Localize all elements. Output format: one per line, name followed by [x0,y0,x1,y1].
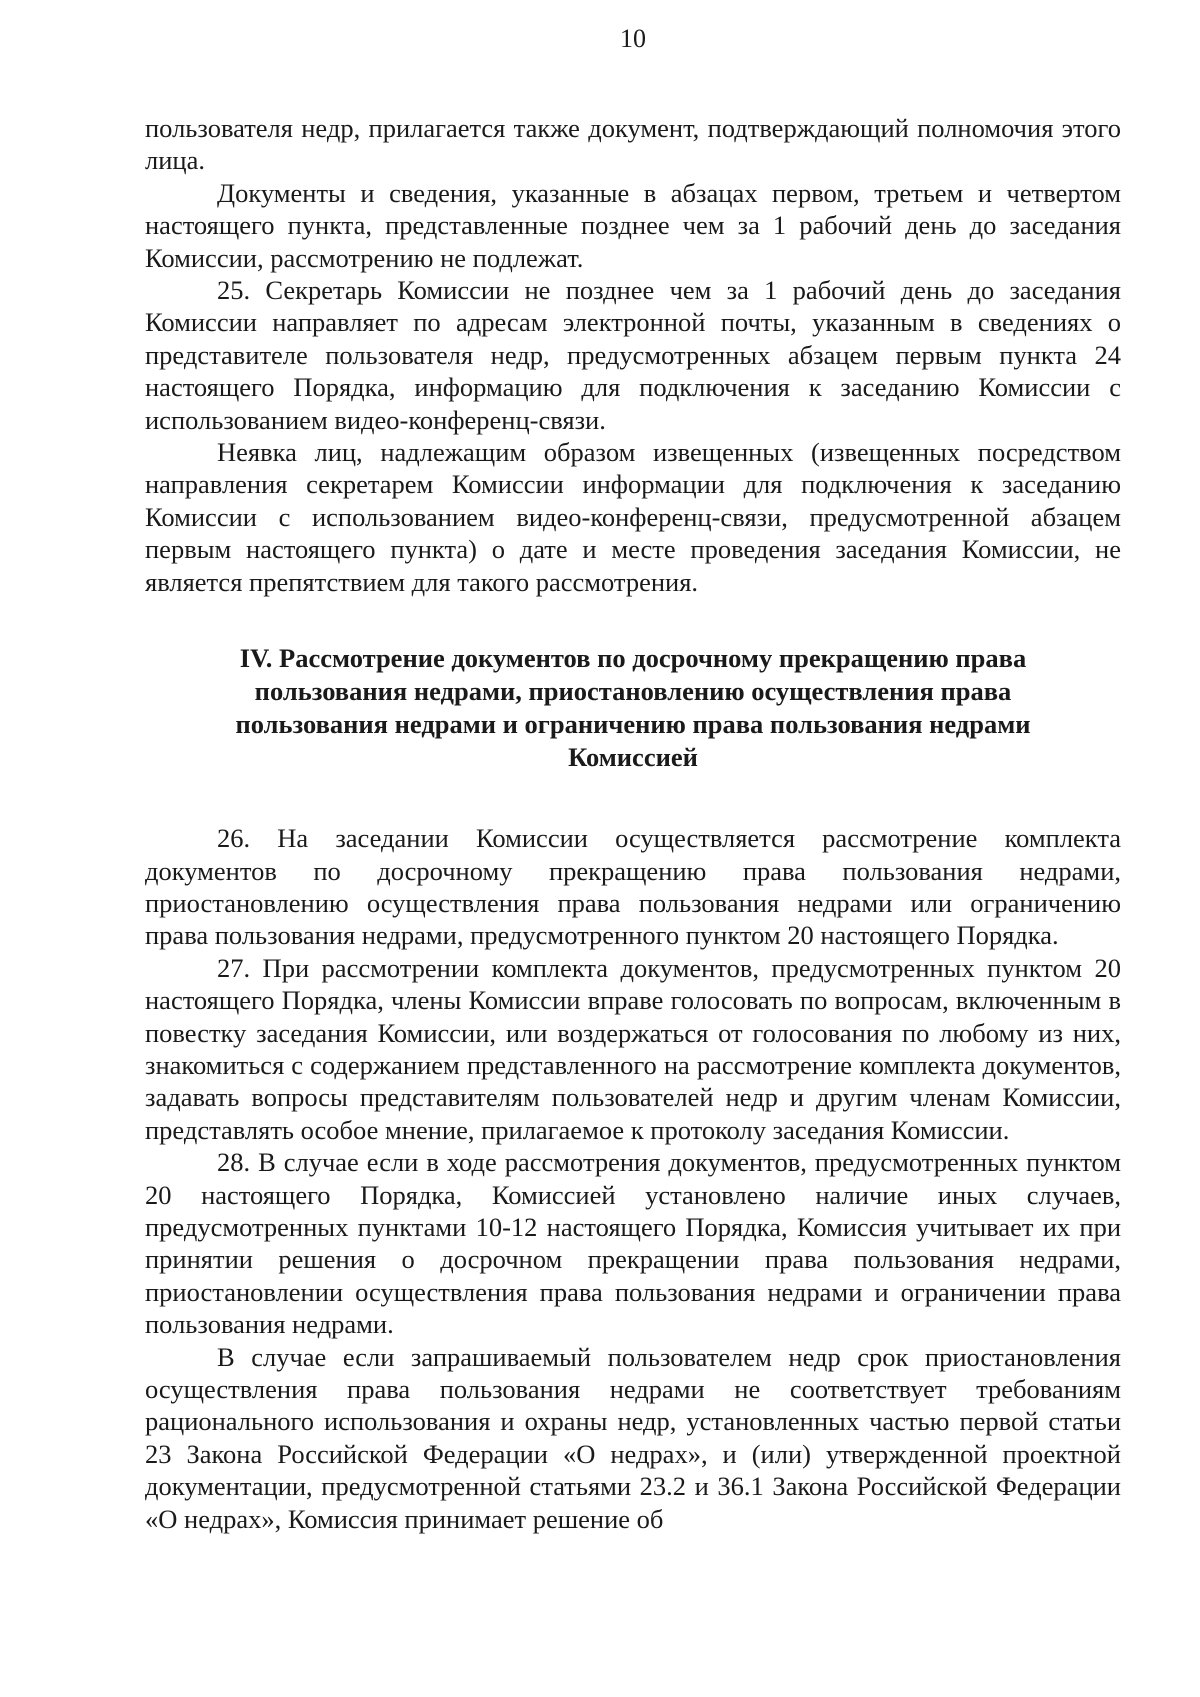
paragraph-item-27: 27. При рассмотрении комплекта документов, предусмотренных пунктом 20 настоящего Порядка, члены Комиссии вправе голосовать по вопросам, включенным в повестку заседания Комиссии, или воздержаться от голосования по любому из них, знакомиться с содержанием представленного на рассмотрение комплекта документов, задавать вопросы представителям пользователей недр и другим членам Комиссии, представлять особое мнение, прилагаемое к протоколу заседания Комиссии. [145,952,1121,1145]
paragraph-item-25: 25. Секретарь Комиссии не позднее чем за 1 рабочий день до заседания Комиссии направляет по адресам электронной почты, указанным в сведениях о представителе пользователя недр, предусмотренных абзацем первым пункта 24 настоящего Порядка, информацию для подключения к заседанию Комиссии с использованием видео-конференц-связи. [145,275,1121,435]
paragraph-continuation: пользователя недр, прилагается также документ, подтверждающий полномочия этого лица. [145,113,1121,176]
paragraph: Документы и сведения, указанные в абзацах первом, третьем и четвертом настоящего пункта, представленные позднее чем за 1 рабочий день до заседания Комиссии, рассмотрению не подлежат. [145,177,1121,273]
paragraph: В случае если запрашиваемый пользователем недр срок приостановления осуществления права пользования недрами не соответствует требованиям рационального использования и охраны недр, установленных частью первой статьи 23 Закона Российской Федерации «О недрах», и (или) утвержденной проектной документации, предусмотренной статьями 23.2 и 36.1 Закона Российской Федерации «О недрах», Комиссия принимает решение об [145,1341,1121,1534]
paragraph-item-28: 28. В случае если в ходе рассмотрения документов, предусмотренных пунктом 20 настоящего Порядка, Комиссией установлено наличие иных случаев, предусмотренных пунктами 10-12 настоящего Порядка, Комиссия учитывает их при принятии решения о досрочном прекращении права пользования недрами, приостановлении осуществления права пользования недрами и ограничении права пользования недрами. [145,1147,1121,1340]
document-body [145,112,1121,1535]
section-heading: IV. Рассмотрение документов по досрочному прекращению права пользования недрами, приостановлению осуществления права пользования недрами и ограничению права пользования недрами Комиссией [235,643,1031,773]
paragraph-item-26: 26. На заседании Комиссии осуществляется рассмотрение комплекта документов по досрочному прекращению права пользования недрами, приостановлению осуществления права пользования недрами или ограничению права пользования недрами, предусмотренного пунктом 20 настоящего Порядка. [145,823,1121,951]
document-page [145,0,1121,1697]
page-number: 10 [620,24,646,53]
paragraph: Неявка лиц, надлежащим образом извещенных (извещенных посредством направления секретарем Комиссии информации для подключения к заседанию Комиссии с использованием видео-конференц-связи, предусмотренной абзацем первым настоящего пункта) о дате и месте проведения заседания Комиссии, не является препятствием для такого рассмотрения. [145,437,1121,597]
